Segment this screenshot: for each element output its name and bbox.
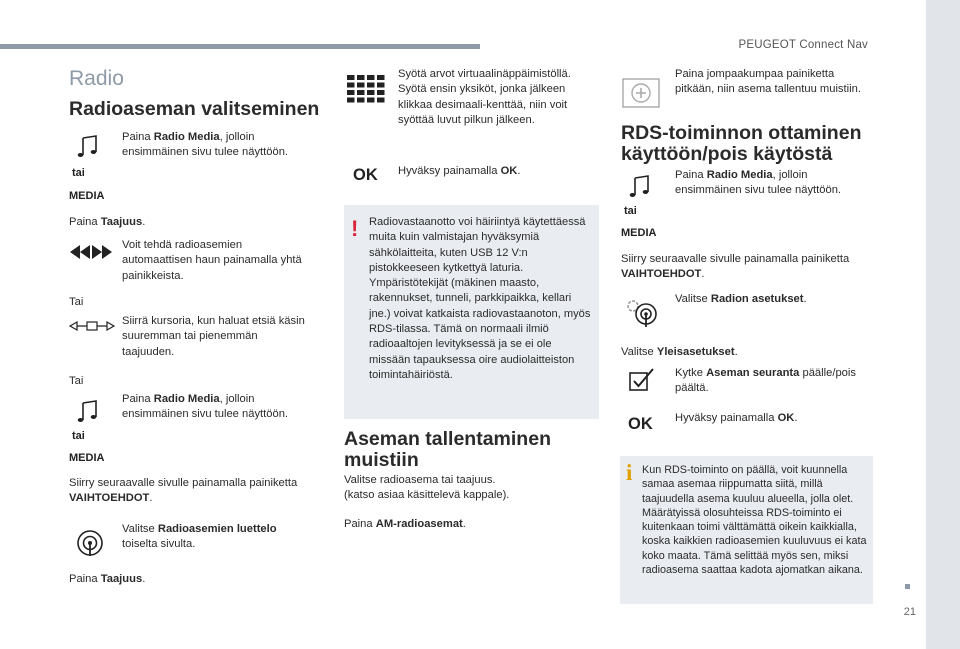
warning-icon: ! (351, 216, 359, 241)
page-number: 21 (903, 606, 916, 618)
step-ok: Hyväksy painamalla OK. (398, 165, 521, 177)
or-text-2: Tai (69, 375, 84, 387)
heading-rds: RDS-toiminnon ottaminen käyttöön/pois käytöstä (621, 122, 862, 165)
step-station-follow: Kytke Aseman seuranta päälle/pois päältä. (675, 367, 856, 395)
seek-arrows-icon (69, 243, 113, 261)
music-note-icon (76, 400, 100, 424)
page-sidebar (926, 0, 960, 649)
or-text-1: Tai (69, 296, 84, 308)
step-taajuus-2: Paina Taajuus. (69, 573, 146, 585)
radio-list-icon (76, 529, 104, 557)
heading-save-station: Aseman tallentaminen muistiin (344, 428, 551, 471)
info-icon: i (626, 460, 633, 485)
step-manual-seek: Siirrä kursoria, kun haluat etsiä käsin suuremman tai pienemmän taajuuden. (122, 315, 305, 358)
or-label: tai (72, 430, 85, 442)
step-keypad: Syötä arvot virtuaalinäppäimistöllä. Syötä ensin yksiköt, jonka jälkeen klikkaa desimaali-kenttää, niin voit syöttää luvut pilkun jälkeen. (398, 68, 571, 126)
keypad-icon (347, 75, 385, 103)
media-label: MEDIA (69, 452, 105, 464)
brand-label: PEUGEOT Connect Nav (738, 39, 868, 51)
step-radio-settings: Valitse Radion asetukset. (675, 293, 807, 305)
or-label: tai (72, 167, 85, 179)
step-long-press: Paina jompaakumpaa painiketta pitkään, niin asema tallentuu muistiin. (675, 68, 861, 96)
media-label: MEDIA (621, 227, 657, 239)
step-select-station: Valitse radioasema tai taajuus. (katso asiaa käsittelevä kappale). (344, 474, 510, 502)
heading-station-select: Radioaseman valitseminen (69, 98, 320, 120)
step-auto-seek: Voit tehdä radioasemien automaattisen haun painamalla yhtä painikkeista. (122, 239, 302, 282)
step-radio-media: Paina Radio Media, jolloin ensimmäinen sivu tulee näyttöön. (122, 131, 289, 159)
media-label: MEDIA (69, 190, 105, 202)
ok-button: OK (628, 415, 653, 433)
header-bar (0, 44, 480, 49)
warning-text: Radiovastaanotto voi häiriintyä käytettäessä muita kuin valmistajan hyväksymiä sähkölaitteita, kuten USB 12 V:n pistokkeeseen kytkettyä laturia. Ympäristötekijät (mäkinen maasto, rakennukset, tunneli, parkkipaikka, kellari jne.) voivat katkaista radiovastaanoton, myös RDS-tilassa. Tämä on normaali ilmiö radioaaltojen levityksessä ja se ei ole missään tapauksessa oire audiolaitteiston toimintahäiriöstä. (369, 216, 591, 381)
step-radio-media-3: Paina Radio Media, jolloin ensimmäinen sivu tulee näyttöön. (675, 169, 842, 197)
frequency-slider-icon (69, 320, 115, 332)
step-options: Siirry seuraavalle sivulle painamalla painiketta VAIHTOEHDOT. (69, 477, 298, 505)
step-station-list: Valitse Radioasemien luettelo toiselta sivulta. (122, 523, 277, 551)
add-preset-icon (622, 78, 660, 108)
step-taajuus: Paina Taajuus. (69, 216, 146, 228)
checkbox-icon (629, 368, 655, 392)
radio-settings-icon (625, 298, 659, 328)
ok-button: OK (353, 166, 378, 184)
or-label: tai (624, 205, 637, 217)
step-options-2: Siirry seuraavalle sivulle painamalla painiketta VAIHTOEHDOT. (621, 253, 850, 281)
step-ok-2: Hyväksy painamalla OK. (675, 412, 798, 424)
music-note-icon (76, 135, 100, 159)
step-radio-media-2: Paina Radio Media, jolloin ensimmäinen sivu tulee näyttöön. (122, 393, 289, 421)
page-marker (905, 584, 910, 589)
info-text: Kun RDS-toiminto on päällä, voit kuunnella samaa asemaa riippumatta siitä, millä taajuudella asema kuuluu alueella, jolla olet. Määrätyissä olosuhteissa RDS-toiminto ei kuitenkaan toimi välttämättä oikein kaikkialla, koska kaikkien radioasemien kuuluvuus ei kata koko maata. Tämä selittää myös sen, miksi radioasema saattaa kadota ajomatkan aikana. (642, 464, 867, 577)
step-general-settings: Valitse Yleisasetukset. (621, 346, 738, 358)
music-note-icon (628, 175, 652, 199)
step-am-stations: Paina AM-radioasemat. (344, 518, 466, 530)
section-title: Radio (69, 67, 124, 90)
